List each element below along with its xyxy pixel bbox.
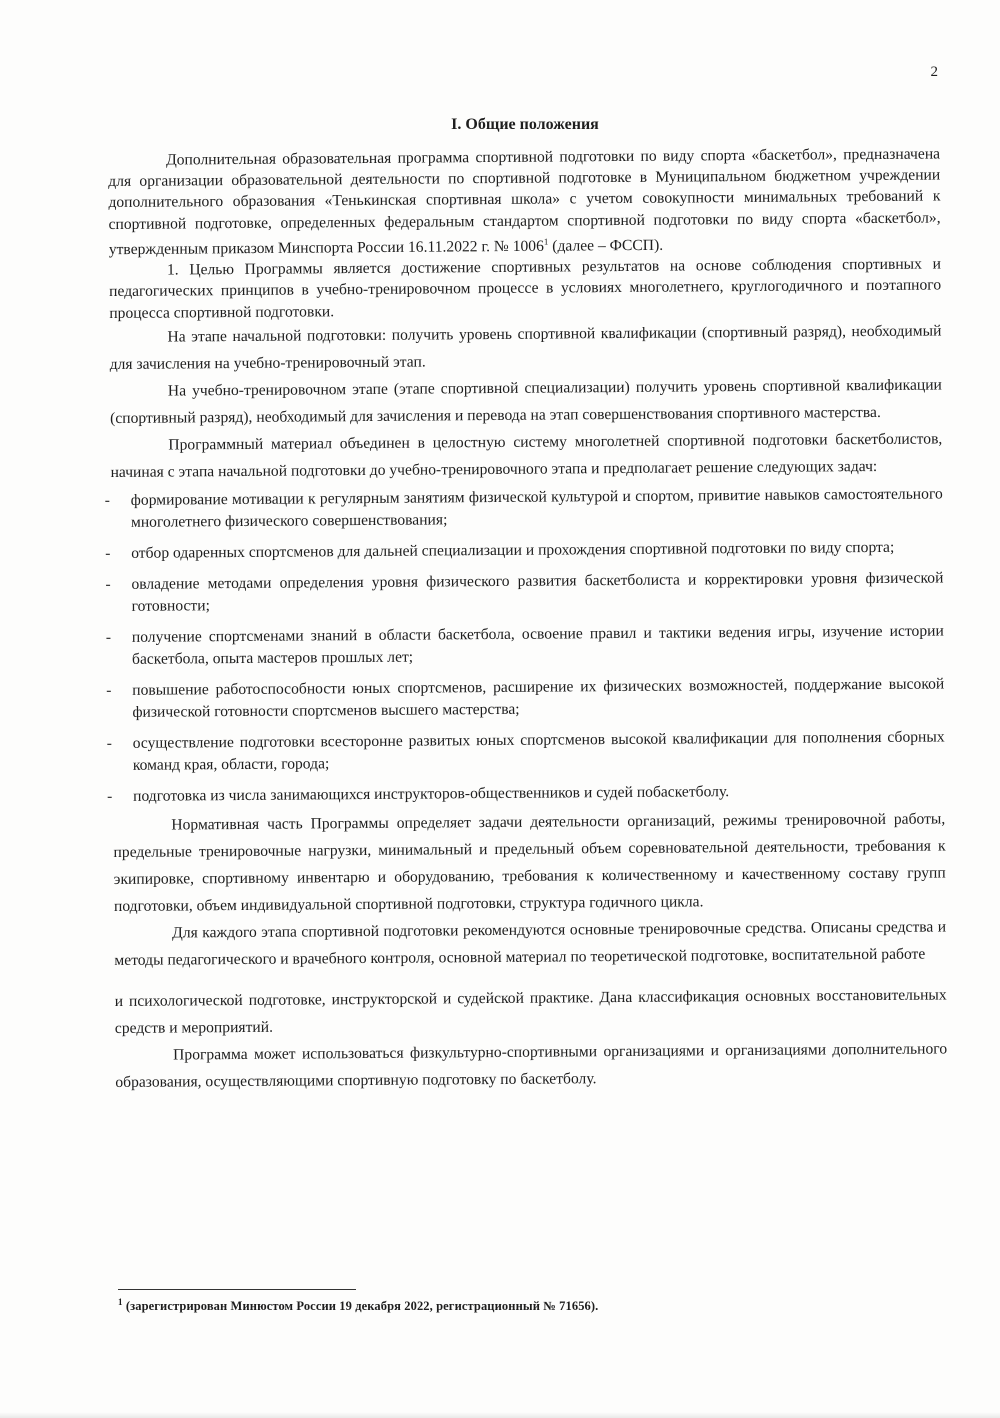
- bullet-dash: -: [105, 544, 111, 562]
- list-item-text: отбор одаренных спортсменов для дальней специализации и прохождения спортивной подготовки по виду спорта;: [131, 538, 895, 562]
- footnote-text: (зарегистрирован Минюстом России 19 декабря 2022, регистрационный № 71656).: [122, 1299, 599, 1314]
- tasks-list: [104, 483, 945, 808]
- footnote: [118, 1297, 598, 1314]
- section-heading: I. Общие положения: [451, 116, 599, 133]
- goal-paragraph: 1. Целью Программы является достижение спортивных результатов на основе соблюдения спортивных и педагогических принципов в учебно-тренировочном процессе в условиях многолетнего, круглогодичного и поэтапного процесса спортивной подготовки.: [109, 255, 942, 322]
- initial-stage-paragraph: На этапе начальной подготовки: получить уровень спортивной квалификации (спортивный разряд), необходимый для зачисления на учебно-тренировочный этап.: [109, 322, 942, 373]
- means-paragraph: Для каждого этапа спортивной подготовки рекомендуются основные тренировочные средства. Описаны средства и методы педагогического и врачебного контроля, основной материал по теоретической подготовке, воспитательной работе: [114, 918, 947, 969]
- list-item-text: подготовка из числа занимающихся инструкторов-общественников и судей побаскетболу.: [133, 782, 730, 805]
- psych-paragraph: и психологической подготовке, инструкторской и судейской практике. Дана классификация основных восстановительных средств и мероприятий.: [114, 986, 947, 1037]
- list-item-text: овладение методами определения уровня физического развития баскетболиста и корректировки уровня физической готовности;: [131, 569, 944, 615]
- bullet-dash: -: [105, 575, 111, 593]
- footnote-mark: 1: [118, 1297, 123, 1307]
- bullet-dash: -: [106, 734, 112, 752]
- list-item-text: повышение работоспособности юных спортсменов, расширение их физических возможностей, поддержание высокой физической готовности спортсменов высшего мастерства;: [132, 675, 945, 721]
- footnote-reference: 1: [543, 236, 549, 247]
- list-item: [106, 726, 945, 777]
- list-item: [106, 673, 945, 724]
- bullet-dash: -: [106, 681, 112, 699]
- scan-edge: [0, 1412, 1000, 1418]
- list-item: [104, 483, 943, 534]
- program-material-paragraph: Программный материал объединен в целостную систему многолетней спортивной подготовки баскетболистов, начиная с этапа начальной подготовки до учебно-тренировочного этапа и предполагает решение следующих задач:: [110, 430, 943, 481]
- document-body: [104, 143, 948, 1095]
- list-item-text: получение спортсменами знаний в области баскетбола, освоение правил и тактики ведения игры, изучение истории баскетбола, опыта мастеров прошлых лет;: [131, 622, 944, 668]
- list-item-text: формирование мотивации к регулярным занятиям физической культурой и спортом, привитие навыков самостоятельного многолетнего физического совершенствования;: [130, 485, 943, 531]
- footnote-divider: [118, 1289, 356, 1290]
- intro-text: Дополнительная образовательная программа спортивной подготовки по виду спорта «баскетбол», предназначена для организации образовательной деятельности по спортивной подготовке в Муниципальном бюджетном учреждении дополнительного образования «Тенькинская спортивная школа» с учетом совокупности минимальных требований к спортивной подготовке, определенных федеральным стандартом спортивной подготовки по виду спорта «баскетбол», утвержденным приказом Минспорта России 16.11.2022 г. № 1006: [108, 145, 941, 258]
- page-number: 2: [930, 64, 938, 80]
- intro-tail: (далее – ФССП).: [548, 236, 664, 255]
- usage-paragraph: Программа может использоваться физкультурно-спортивными организациями и организациями дополнительного образования, осуществляющими спортивную подготовку по баскетболу.: [115, 1040, 948, 1091]
- list-item: [105, 567, 944, 618]
- intro-paragraph: [108, 143, 941, 260]
- training-stage-paragraph: На учебно-тренировочном этапе (этапе спортивной специализации) получить уровень спортивной квалификации (спортивный разряд), необходимый для зачисления и перевода на этап совершенствования спортивного мастерства.: [110, 376, 942, 427]
- bullet-dash: -: [105, 628, 112, 646]
- normative-paragraph: Нормативная часть Программы определяет задачи деятельности организаций, режимы тренировочной работы, предельные тренировочные нагрузки, минимальный и предельный объем соревновательной деятельности, требования к экипировке, спортивному инвентарю и оборудованию, требования к количественному и качественному составу групп подготовки, объем индивидуальной спортивной подготовки, структура годичного цикла.: [113, 810, 946, 915]
- bullet-dash: -: [107, 787, 113, 805]
- list-item: [105, 536, 943, 565]
- list-item-text: осуществление подготовки всесторонне развитых юных спортсменов высокой квалификации для пополнения сборных команд края, области, города;: [132, 728, 945, 774]
- list-item: [105, 620, 944, 671]
- list-item: [107, 779, 945, 808]
- bullet-dash: -: [104, 491, 111, 509]
